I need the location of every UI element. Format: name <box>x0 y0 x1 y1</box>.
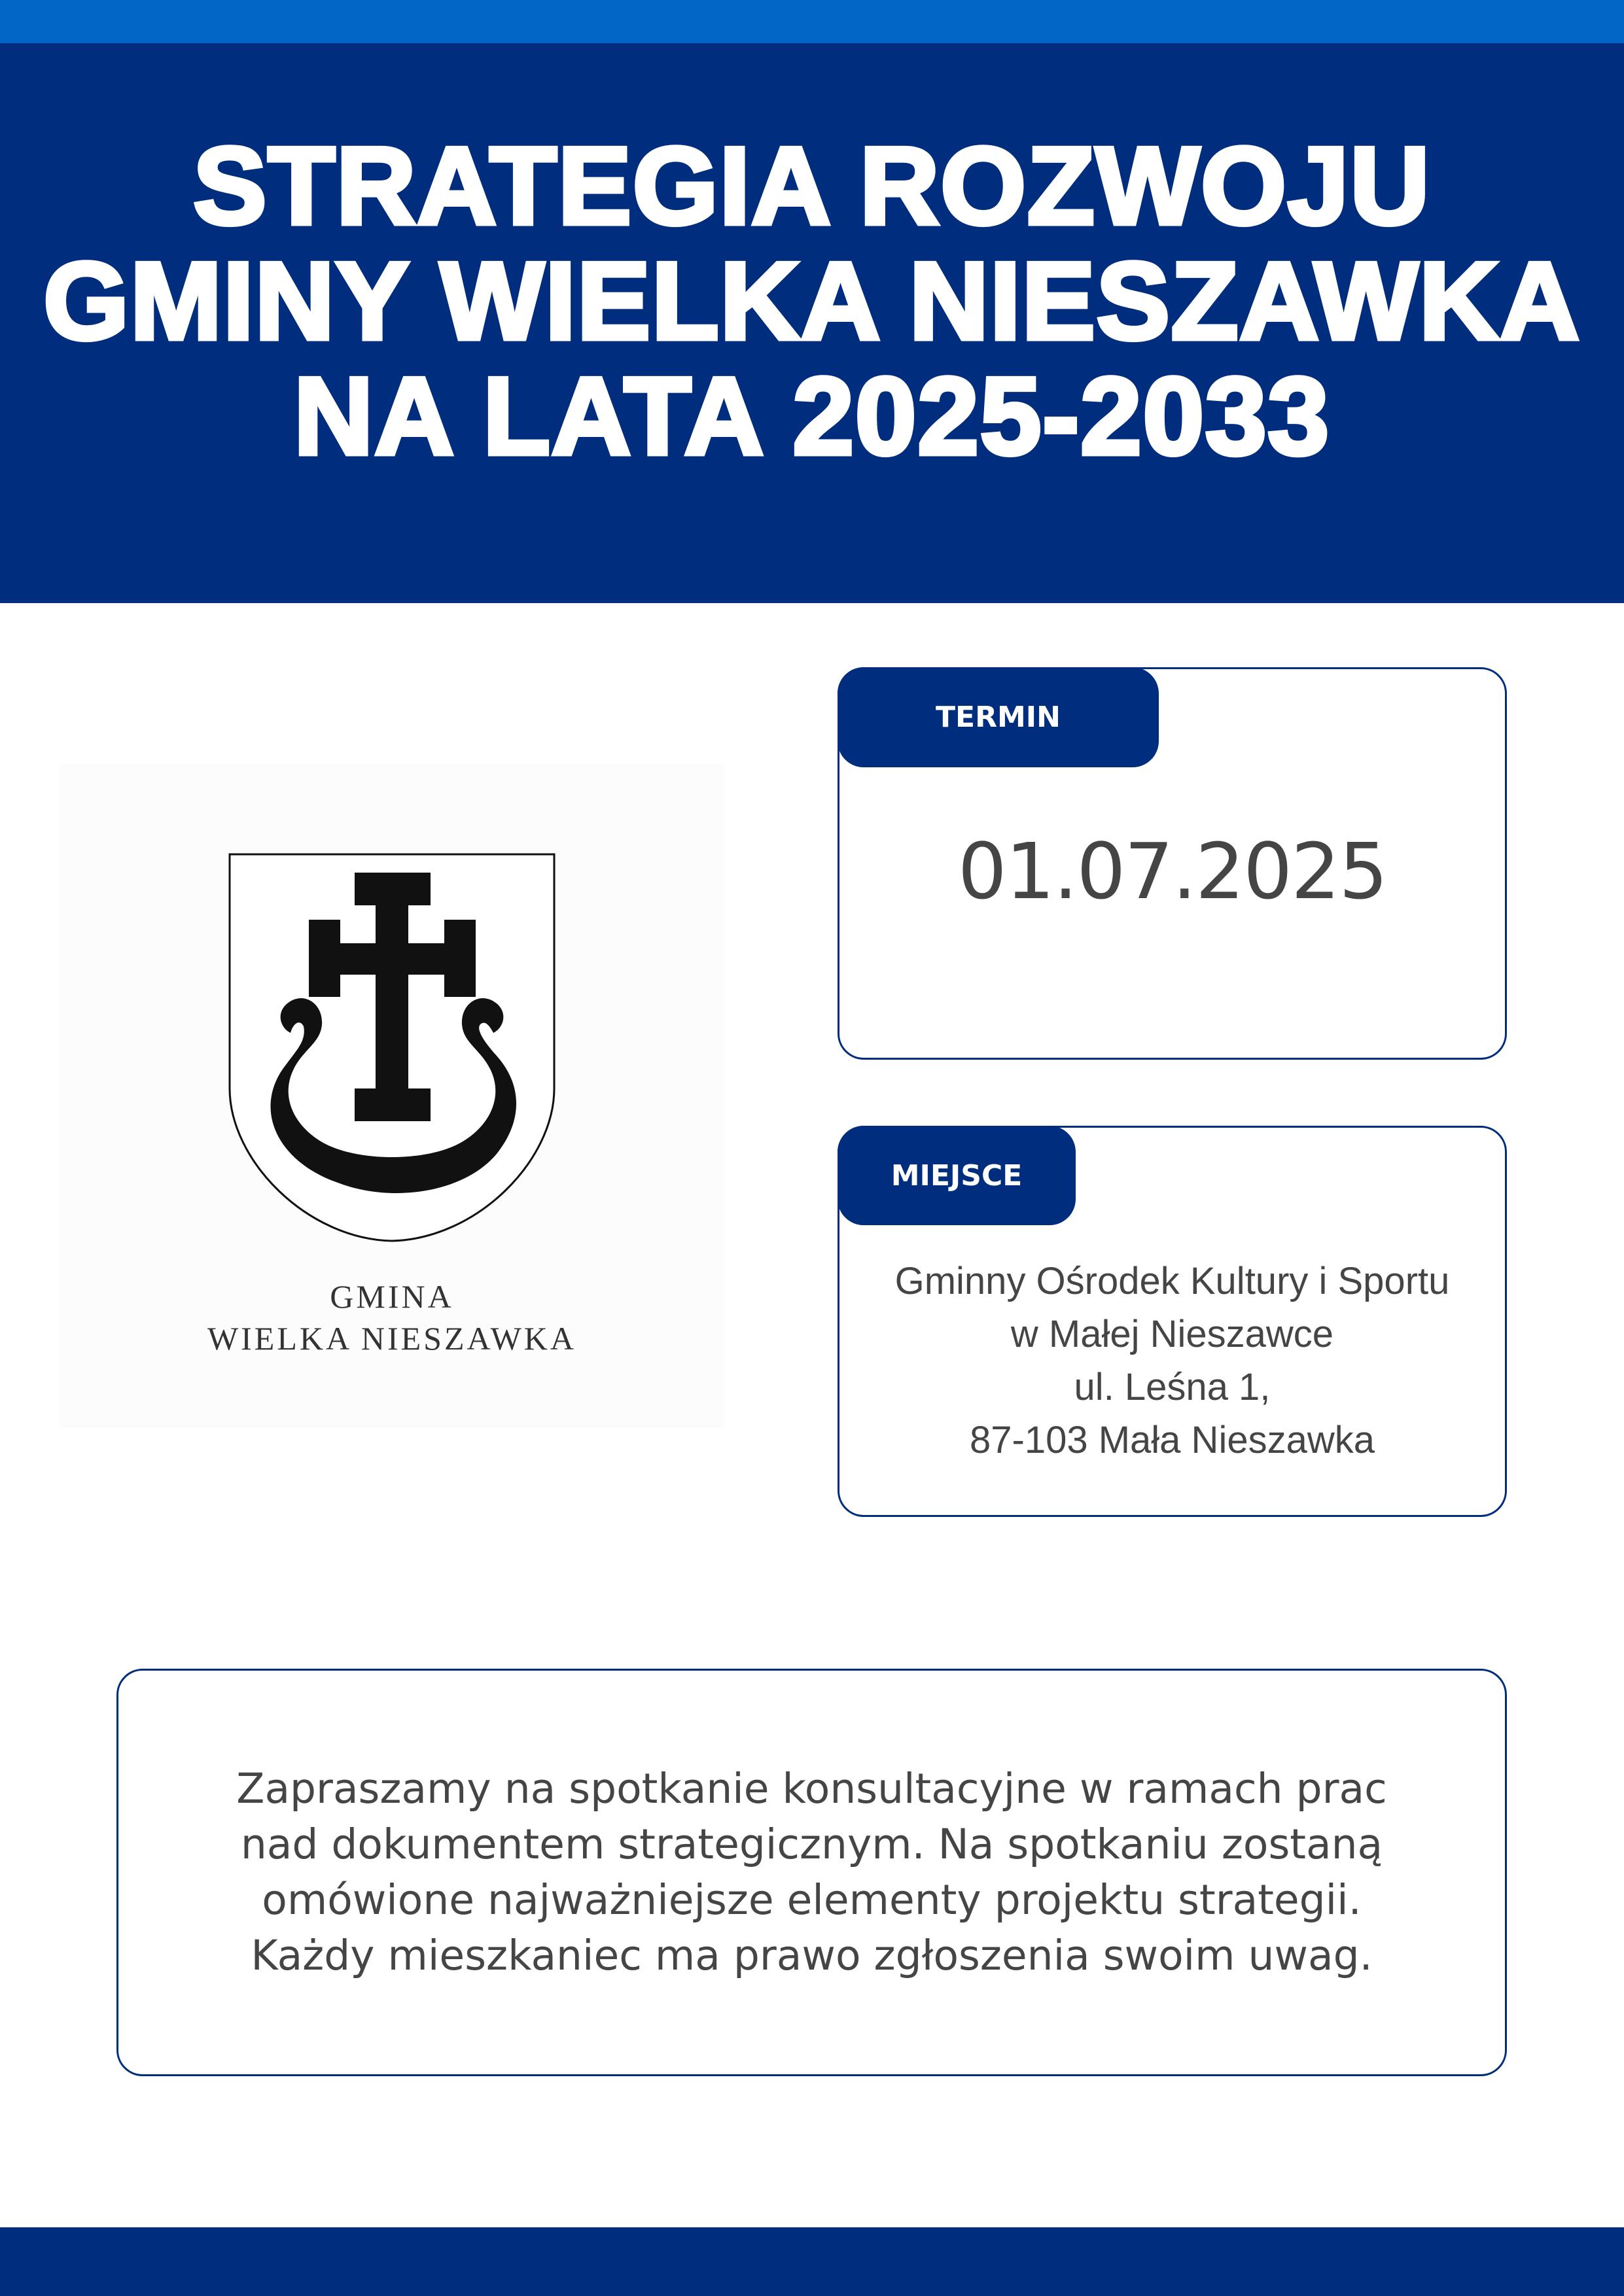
description-text <box>118 1761 1505 1983</box>
description-line-4: Każdy mieszkaniec ma prawo zgłoszenia swoim uwag. <box>251 1932 1373 1979</box>
top-accent-stripe <box>0 0 1624 43</box>
description-card <box>116 1669 1507 2076</box>
date-card <box>838 667 1507 1060</box>
date-badge <box>838 667 1159 767</box>
description-line-2: nad dokumentem strategicznym. Na spotkaniu zostaną <box>240 1820 1383 1868</box>
address-line-2: w Małej Nieszawce <box>1010 1313 1334 1355</box>
description-line-3: omówione najważniejsze elementy projektu strategii. <box>262 1876 1362 1924</box>
description-line-1: Zapraszamy na spotkanie konsultacyjne w ramach prac <box>236 1765 1387 1813</box>
location-badge-label: MIEJSCE <box>891 1158 1023 1192</box>
logo-text-gmina: GMINA <box>330 1278 454 1315</box>
header-banner <box>0 43 1624 603</box>
municipality-logo <box>59 764 725 1428</box>
address-line-3: ul. Leśna 1, <box>1074 1366 1271 1408</box>
title-line-2: GMINY WIELKA NIESZAWKA <box>43 239 1581 362</box>
title-line-1: STRATEGIA ROZWOJU <box>193 124 1431 247</box>
address-line-4: 87-103 Mała Nieszawka <box>970 1419 1375 1461</box>
title-line-3: NA LATA 2025-2033 <box>294 355 1330 478</box>
address-line-1: Gminny Ośrodek Kultury i Sportu <box>894 1260 1450 1302</box>
bottom-bar <box>0 2227 1624 2296</box>
location-badge <box>838 1126 1076 1225</box>
logo-text-name: WIELKA NIESZAWKA <box>207 1320 577 1357</box>
event-date: 01.07.2025 <box>957 826 1387 916</box>
location-card <box>838 1126 1507 1517</box>
coat-of-arms-shield-icon <box>228 853 556 1242</box>
location-address <box>839 1255 1505 1467</box>
date-badge-label: TERMIN <box>936 701 1061 734</box>
page-title <box>0 124 1624 478</box>
